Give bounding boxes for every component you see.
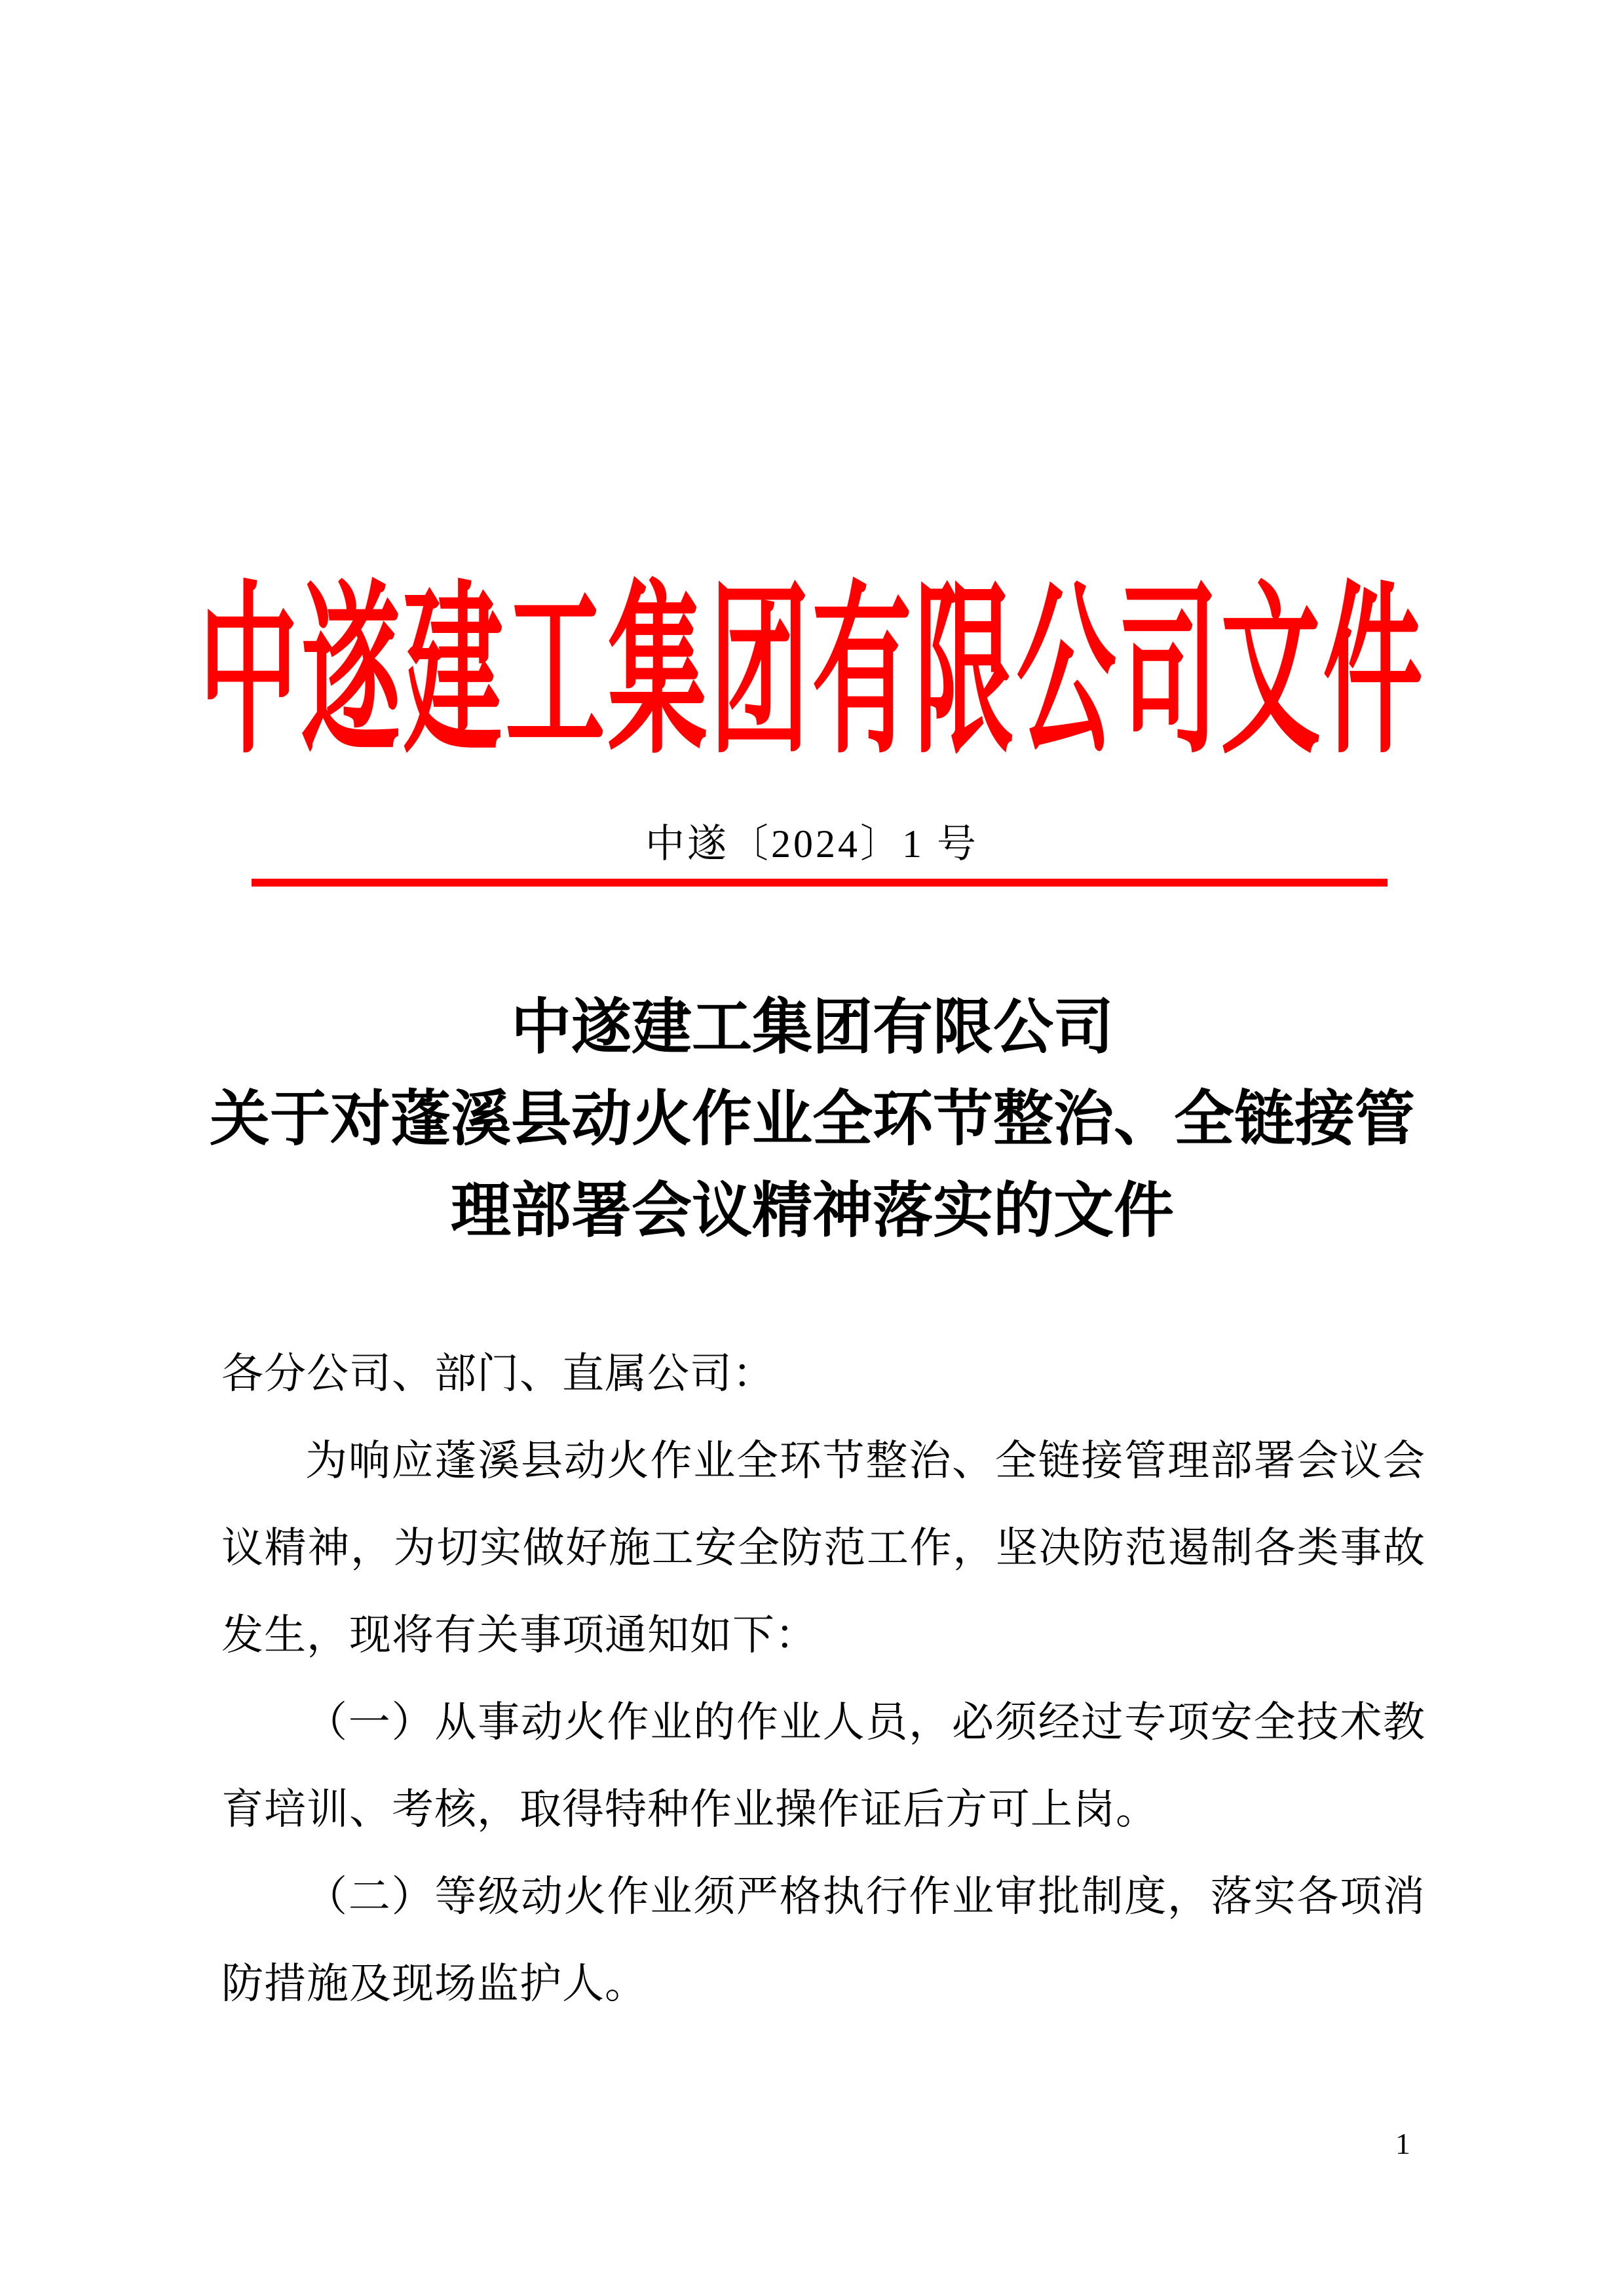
document-body bbox=[221, 1330, 1426, 2027]
document-title-line-3: 理部署会议精神落实的文件 bbox=[450, 1177, 1174, 1244]
red-separator-line bbox=[252, 879, 1388, 887]
red-header-org-title: 中遂建工集团有限公司文件 bbox=[198, 571, 1426, 775]
document-title bbox=[157, 982, 1467, 1257]
body-paragraph-3: （二）等级动火作业须严格执行作业审批制度，落实各项消防措施及现场监护人。 bbox=[221, 1873, 1426, 2007]
page-number: 1 bbox=[1395, 2127, 1410, 2160]
body-paragraph-2: （一）从事动火作业的作业人员，必须经过专项安全技术教育培训、考核，取得特种作业操作证后方可上岗。 bbox=[221, 1699, 1426, 1833]
document-title-line-2: 关于对蓬溪县动火作业全环节整治、全链接管 bbox=[209, 1086, 1415, 1153]
document-title-line-1: 中遂建工集团有限公司 bbox=[510, 994, 1114, 1061]
document-number: 中遂〔2024〕1 号 bbox=[645, 822, 979, 866]
body-paragraph-1: 为响应蓬溪县动火作业全环节整治、全链接管理部署会议会议精神，为切实做好施工安全防范工作，坚决防范遏制各类事故发生，现将有关事项通知如下： bbox=[221, 1438, 1426, 1658]
salutation-line: 各分公司、部门、直属公司： bbox=[221, 1350, 775, 1397]
